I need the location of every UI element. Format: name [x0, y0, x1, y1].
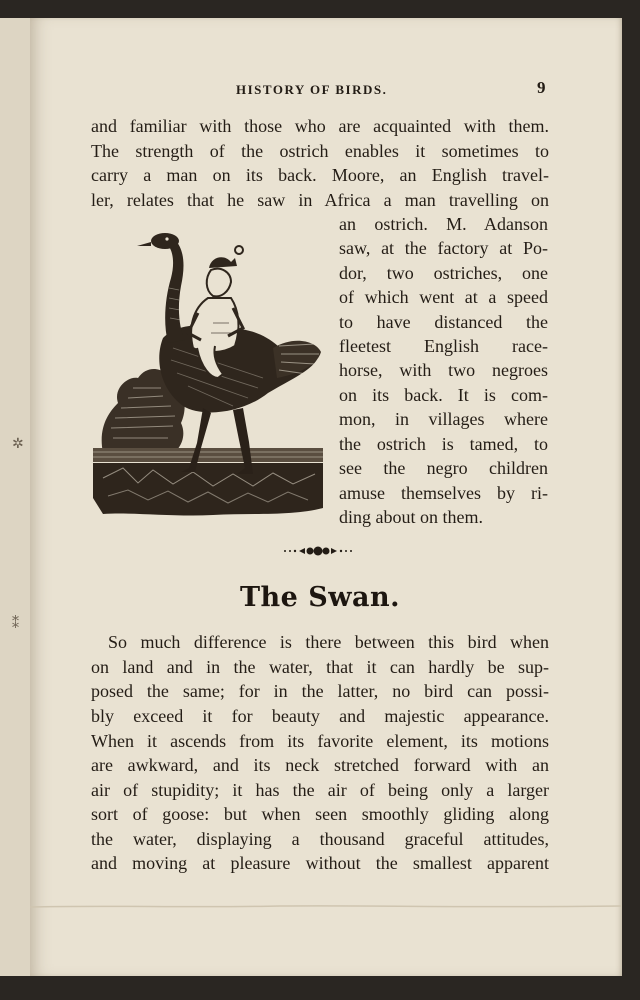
ostrich-line-narrow: mon, in villages where — [339, 409, 548, 429]
ostrich-line-narrow: the ostrich is tamed, to — [339, 434, 548, 454]
ostrich-line-narrow: on its back. It is com- — [339, 385, 548, 405]
ostrich-line-narrow: horse, with two negroes — [339, 360, 548, 380]
ostrich-line-narrow: fleetest English race- — [339, 336, 548, 356]
swan-line: and moving at pleasure without the smallest apparent — [91, 853, 549, 873]
binding-stitch-mark-lower: ⁑ — [12, 616, 19, 632]
ostrich-line: ler, relates that he saw in Africa a man travelling on — [91, 190, 549, 210]
ostrich-rider-woodcut — [93, 228, 327, 518]
ostrich-line-narrow: to have distanced the — [339, 312, 548, 332]
binding-stitch-mark: ✲ — [12, 436, 24, 452]
ostrich-line-narrow: saw, at the factory at Po- — [339, 238, 548, 258]
ostrich-line-narrow: see the negro children — [339, 458, 548, 478]
section-title-swan: The Swan. — [239, 582, 401, 613]
swan-line: So much difference is there between this bird when — [108, 632, 549, 652]
ostrich-line: The strength of the ostrich enables it sometimes to — [91, 141, 549, 161]
swan-line: are awkward, and its neck stretched forward with an — [91, 755, 549, 775]
page-number: 9 — [537, 78, 546, 97]
swan-line: sort of goose: but when seen smoothly gliding along — [91, 804, 549, 824]
page-crease — [30, 905, 622, 908]
ostrich-line-narrow: amuse themselves by ri- — [339, 483, 548, 503]
section-ornament — [281, 542, 355, 560]
left-page-edge — [0, 18, 31, 976]
swan-line: posed the same; for in the latter, no bird can possi- — [91, 681, 549, 701]
ostrich-line-narrow: an ostrich. M. Adanson — [339, 214, 548, 234]
swan-line: When it ascends from its favorite element, its motions — [91, 731, 549, 751]
ostrich-line-narrow: of which went at a speed — [339, 287, 548, 307]
swan-line: bly exceed it for beauty and majestic appearance. — [91, 706, 549, 726]
swan-line: air of stupidity; it has the air of being only a larger — [91, 780, 549, 800]
swan-line: the water, displaying a thousand graceful attitudes, — [91, 829, 549, 849]
swan-line: on land and in the water, that it can hardly be sup- — [91, 657, 549, 677]
ostrich-line: and familiar with those who are acquainted with them. — [91, 116, 549, 136]
ostrich-line-narrow: dor, two ostriches, one — [339, 263, 548, 283]
running-header: HISTORY OF BIRDS. — [236, 82, 388, 97]
ostrich-line-narrow: ding about on them. — [339, 507, 483, 527]
ostrich-line: carry a man on its back. Moore, an English travel- — [91, 165, 549, 185]
